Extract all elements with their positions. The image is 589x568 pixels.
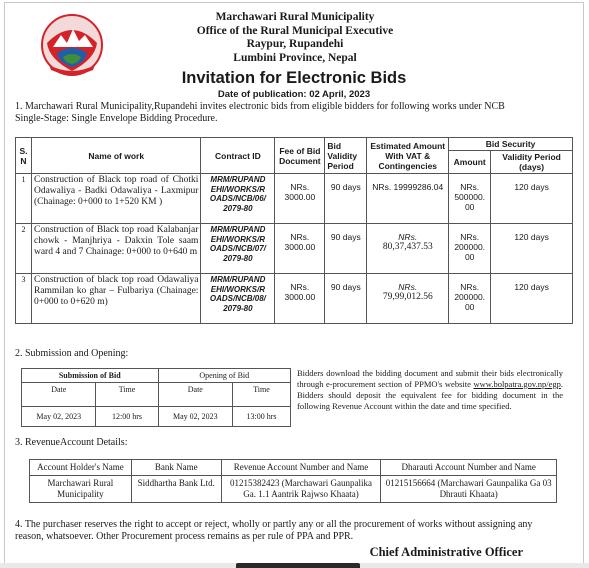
row-contract-id: MRM/RUPAND EHI/WORKS/R OADS/NCB/07/ 2079-80: [201, 224, 275, 274]
row-contract-id: MRM/RUPAND EHI/WORKS/R OADS/NCB/06/ 2079-80: [201, 174, 275, 224]
account-table: [29, 459, 557, 503]
row-estimated: NRs. 19999286.04: [367, 174, 449, 224]
notice-title: Invitation for Electronic Bids: [181, 69, 407, 87]
submission-note-text: Bidders download the bidding document and submit their bids electronically through e-procurement section of PPMO's website: [297, 368, 563, 389]
row-security-amount: NRs. 200000. 00: [449, 224, 491, 274]
office-header: [145, 11, 445, 65]
publication-date: Date of publication: 02 April, 2023: [217, 89, 371, 100]
row-validity: 90 days: [325, 274, 367, 324]
header-validity: Bid Validity Period: [325, 138, 367, 174]
row-estimated-value: 80,37,437.53: [382, 242, 433, 252]
opening-date: May 02, 2023: [158, 407, 232, 427]
header-contract-id: Contract ID: [201, 138, 275, 174]
section-account-title: 3. RevenueAccount Details:: [15, 437, 128, 448]
office-province: Lumbini Province, Nepal: [233, 51, 357, 64]
header-security-validity: Validity Period (days): [491, 151, 573, 174]
submission-date-label: Date: [22, 383, 96, 407]
header-bank-name: Bank Name: [131, 460, 221, 476]
row-validity: 90 days: [325, 174, 367, 224]
header-estimated-amount: Estimated Amount With VAT & Contingencies: [367, 138, 449, 174]
submission-note: [297, 368, 563, 412]
revenue-account: 01215382423 (Marchawari Gaunpalika Ga. 1.1 Aantrik Rajwso Khaata): [221, 476, 381, 503]
row-validity: 90 days: [325, 224, 367, 274]
table-row: [16, 274, 573, 324]
works-table: [15, 137, 573, 324]
office-address: Raypur, Rupandehi: [246, 38, 344, 50]
submission-header: Submission of Bid: [22, 369, 159, 383]
opening-time-label: Time: [233, 383, 291, 407]
row-work-name: Construction of black top road Odawaliya Rammilan ko ghar – Fulbariya (Chainage: 0+000 to 0+620 m): [31, 274, 200, 324]
submission-time-label: Time: [96, 383, 158, 407]
row-security-amount: NRs. 500000. 00: [449, 174, 491, 224]
opening-date-label: Date: [158, 383, 232, 407]
submission-date: May 02, 2023: [22, 407, 96, 427]
submission-table: [21, 368, 291, 427]
row-security-validity: 120 days: [491, 174, 573, 224]
header-bid-security: Bid Security: [449, 138, 573, 151]
nepal-emblem-icon: [39, 13, 105, 77]
account-holder: Marchawari Rural Municipality: [30, 476, 132, 503]
row-estimated-label: NRs.: [398, 232, 418, 242]
header-sn: S. N: [16, 138, 32, 174]
row-sn: 1: [16, 174, 32, 224]
viewer-scroll-handle[interactable]: [236, 563, 360, 568]
row-contract-id: MRM/RUPAND EHI/WORKS/R OADS/NCB/08/ 2079-80: [201, 274, 275, 324]
row-fee: NRs. 3000.00: [275, 274, 325, 324]
header-account-holder: Account Holder's Name: [30, 460, 132, 476]
submission-time: 12:00 hrs: [96, 407, 158, 427]
table-row: [16, 174, 573, 224]
opening-time: 13:00 hrs: [233, 407, 291, 427]
dharauti-account: 01215156664 (Marchawari Gaunpalika Ga 03 Dhrauti Khaata): [381, 476, 557, 503]
section-submission-title: 2. Submission and Opening:: [15, 348, 129, 359]
signature-title: Chief Administrative Officer: [369, 545, 523, 559]
header-security-amount: Amount: [449, 151, 491, 174]
row-estimated: [367, 274, 449, 324]
bolpatra-link[interactable]: www.bolpatra.gov.np/egp: [473, 379, 561, 389]
header-fee: Fee of Bid Document: [275, 138, 325, 174]
row-security-validity: 120 days: [491, 274, 573, 324]
notice-page: [4, 2, 584, 566]
row-sn: 3: [16, 274, 32, 324]
row-work-name: Construction of Black top road Kalabanjar chowk - Manjhriya - Dakxin Tole saam ward 4 and 7 Chainage: 0+000 to 0+640 m: [31, 224, 200, 274]
row-work-name: Construction of Black top road of Chotki Odawaliya - Badki Odawaliya - Laxmipur (Chainage: 0+000 to 1+520 KM ): [31, 174, 200, 224]
municipality-name: Marchawari Rural Municipality: [215, 11, 375, 23]
office-name: Office of the Rural Municipal Executive: [196, 24, 394, 37]
table-row: [16, 224, 573, 274]
intro-paragraph: 1. Marchawari Rural Municipality,Rupandehi invites electronic bids from eligible bidders for following works under NCB Single-Stage: Single Envelope Bidding Procedure.: [15, 101, 505, 124]
row-fee: NRs. 3000.00: [275, 174, 325, 224]
section-purchaser-rights: 4. The purchaser reserves the right to accept or reject, wholly or partly any or all the procurement of works without assigning any reason, whatsoever. Other Procurement process remains as per rule of PPA and PPR.: [15, 519, 533, 542]
row-security-validity: 120 days: [491, 224, 573, 274]
opening-header: Opening of Bid: [158, 369, 290, 383]
row-estimated-value: 79,99,012.56: [382, 292, 433, 302]
header-dharauti-account: Dharauti Account Number and Name: [381, 460, 557, 476]
bank-name: Siddhartha Bank Ltd.: [131, 476, 221, 503]
submission-note-text-end: . Bidders should deposit the equivalent fee for bidding document in the following Revenue Account within the date and time specified.: [297, 379, 563, 411]
row-security-amount: NRs. 200000. 00: [449, 274, 491, 324]
header-revenue-account: Revenue Account Number and Name: [221, 460, 381, 476]
row-estimated: [367, 224, 449, 274]
header-name-of-work: Name of work: [31, 138, 200, 174]
row-sn: 2: [16, 224, 32, 274]
row-estimated-label: NRs.: [398, 282, 418, 292]
row-fee: NRs. 3000.00: [275, 224, 325, 274]
